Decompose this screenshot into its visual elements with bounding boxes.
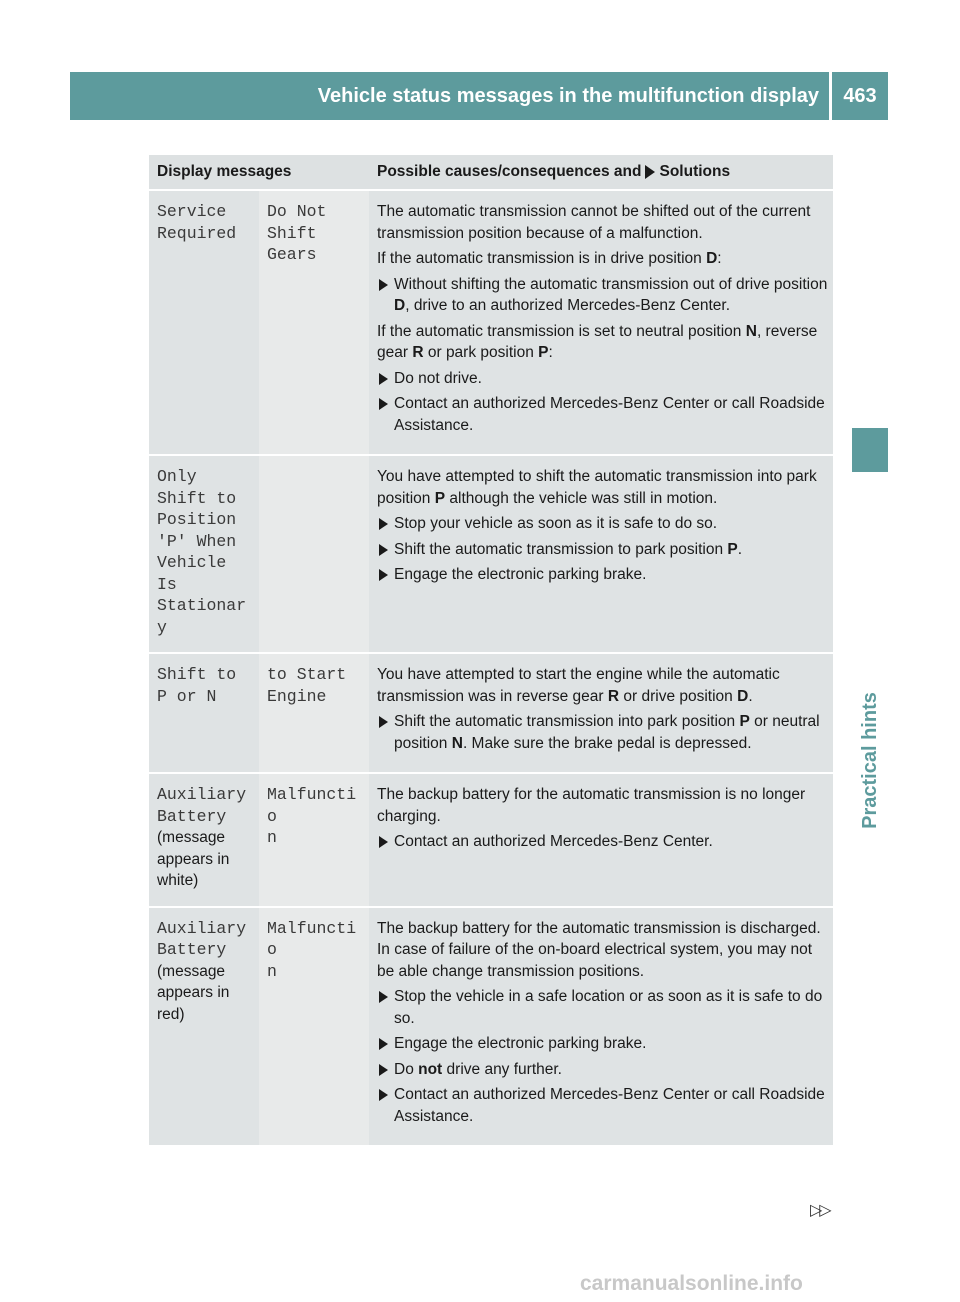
display-message-text: Only Shift to Position 'P' When Vehicle Is Stationary [157, 467, 247, 637]
side-tab-marker [852, 428, 888, 472]
solution-arrow-icon [645, 165, 655, 179]
display-message-cell [149, 908, 259, 1148]
step-arrow-icon [379, 1064, 388, 1076]
col-header-causes-text: Possible causes/consequences and [377, 163, 642, 181]
solution-step-text: Without shifting the automatic transmission out of drive position D, drive to an authorized Mercedes-Benz Center. [394, 275, 828, 314]
step-arrow-icon [379, 991, 388, 1003]
display-message-text: Auxiliary Battery [157, 785, 247, 826]
step-arrow-icon [379, 373, 388, 385]
solution-step [377, 986, 829, 1029]
step-arrow-icon [379, 398, 388, 410]
solution-step-text: Do not drive. [394, 369, 482, 387]
table-row [149, 191, 833, 456]
cause-paragraph: The backup battery for the automatic transmission is no longer charging. [377, 786, 806, 825]
display-message-cell [149, 191, 259, 456]
display-message-second-cell [259, 456, 369, 654]
display-message-second-cell [259, 774, 369, 908]
step-arrow-icon [379, 569, 388, 581]
side-tab-label: Practical hints [858, 691, 881, 829]
display-message-second-cell [259, 191, 369, 456]
col-header-display-messages: Display messages [149, 155, 369, 191]
solution-step [377, 513, 829, 535]
display-message-text: Auxiliary Battery [157, 918, 247, 959]
solution-step-text: Contact an authorized Mercedes-Benz Center. [394, 833, 713, 850]
cause-paragraph: The automatic transmission cannot be shifted out of the current transmission position because of a malfunction. [377, 203, 811, 242]
display-message-line2: Malfunctio n [267, 918, 357, 981]
table-row [149, 456, 833, 654]
causes-solutions-cell [369, 456, 833, 654]
solution-step-text: Stop your vehicle as soon as it is safe to do so. [394, 515, 718, 532]
page-title: Vehicle status messages in the multifunction display [317, 84, 819, 107]
continue-icon: ▷▷ [810, 1202, 829, 1219]
display-message-text: Service Required [157, 202, 237, 243]
solution-step-text: Contact an authorized Mercedes-Benz Center or call Roadside Assistance. [394, 1086, 825, 1125]
watermark: carmanualsonline.info [580, 1272, 803, 1295]
solution-step-text: Shift the automatic transmission to park position P. [394, 540, 743, 558]
table-header-row [149, 155, 833, 191]
causes-solutions-cell [369, 191, 833, 456]
cause-paragraph: If the automatic transmission is in drive position D: [377, 250, 722, 267]
table-row [149, 908, 833, 1148]
solution-step [377, 1084, 829, 1127]
display-message-line2: to Start Engine [267, 665, 347, 706]
causes-solutions-cell [369, 654, 833, 774]
cause-paragraph: You have attempted to shift the automatic transmission into park position P although the vehicle was still in motion. [377, 468, 817, 507]
table-row [149, 654, 833, 774]
display-message-line2: Malfunctio n [267, 785, 357, 847]
step-arrow-icon [379, 1089, 388, 1101]
display-message-cell [149, 654, 259, 774]
solution-step [377, 1033, 829, 1055]
display-message-note: (message appears in red) [157, 962, 230, 1023]
col-header-solutions-text: Solutions [659, 163, 731, 181]
solution-step-text: Engage the electronic parking brake. [394, 1035, 647, 1052]
solution-step [377, 564, 829, 586]
cause-paragraph: The backup battery for the automatic transmission is discharged. In case of failure of the on-board electrical system, you may not be able change transmission positions. [377, 919, 821, 980]
step-arrow-icon [379, 544, 388, 556]
step-arrow-icon [379, 836, 388, 848]
solution-step-text: Contact an authorized Mercedes-Benz Center or call Roadside Assistance. [394, 395, 825, 434]
solution-step-text: Stop the vehicle in a safe location or as soon as it is safe to do so. [394, 988, 823, 1027]
step-arrow-icon [379, 279, 388, 291]
page-number: 463 [843, 84, 877, 107]
side-tab [846, 660, 894, 860]
display-message-text: Shift to P or N [157, 665, 237, 706]
solution-step [377, 368, 829, 390]
cause-paragraph: If the automatic transmission is set to neutral position N, reverse gear R or park position P: [377, 322, 818, 361]
solution-step-text: Engage the electronic parking brake. [394, 566, 647, 583]
step-arrow-icon [379, 716, 388, 728]
solution-step [377, 393, 829, 436]
display-message-cell [149, 456, 259, 654]
step-arrow-icon [379, 1038, 388, 1050]
solution-step-text: Shift the automatic transmission into park position P or neutral position N. Make sure the brake pedal is depressed. [394, 713, 820, 752]
step-arrow-icon [379, 518, 388, 530]
cause-paragraph: You have attempted to start the engine while the automatic transmission was in reverse gear R or drive position D. [377, 666, 780, 705]
causes-solutions-cell [369, 774, 833, 908]
solution-step [377, 539, 829, 561]
page-header [70, 72, 888, 120]
solution-step-text: Do not drive any further. [394, 1060, 562, 1078]
display-message-second-cell [259, 908, 369, 1148]
status-messages-table [149, 155, 833, 1147]
display-message-cell [149, 774, 259, 908]
display-message-second-cell [259, 654, 369, 774]
solution-step [377, 831, 829, 853]
display-message-line2: Do Not Shift Gears [267, 202, 327, 264]
display-message-note: (message appears in white) [157, 829, 230, 889]
table-body [149, 191, 833, 1147]
table-row [149, 774, 833, 908]
causes-solutions-cell [369, 908, 833, 1148]
solution-step [377, 274, 829, 317]
solution-step [377, 1059, 829, 1081]
solution-step [377, 711, 829, 754]
col-header-causes-solutions [369, 155, 833, 191]
